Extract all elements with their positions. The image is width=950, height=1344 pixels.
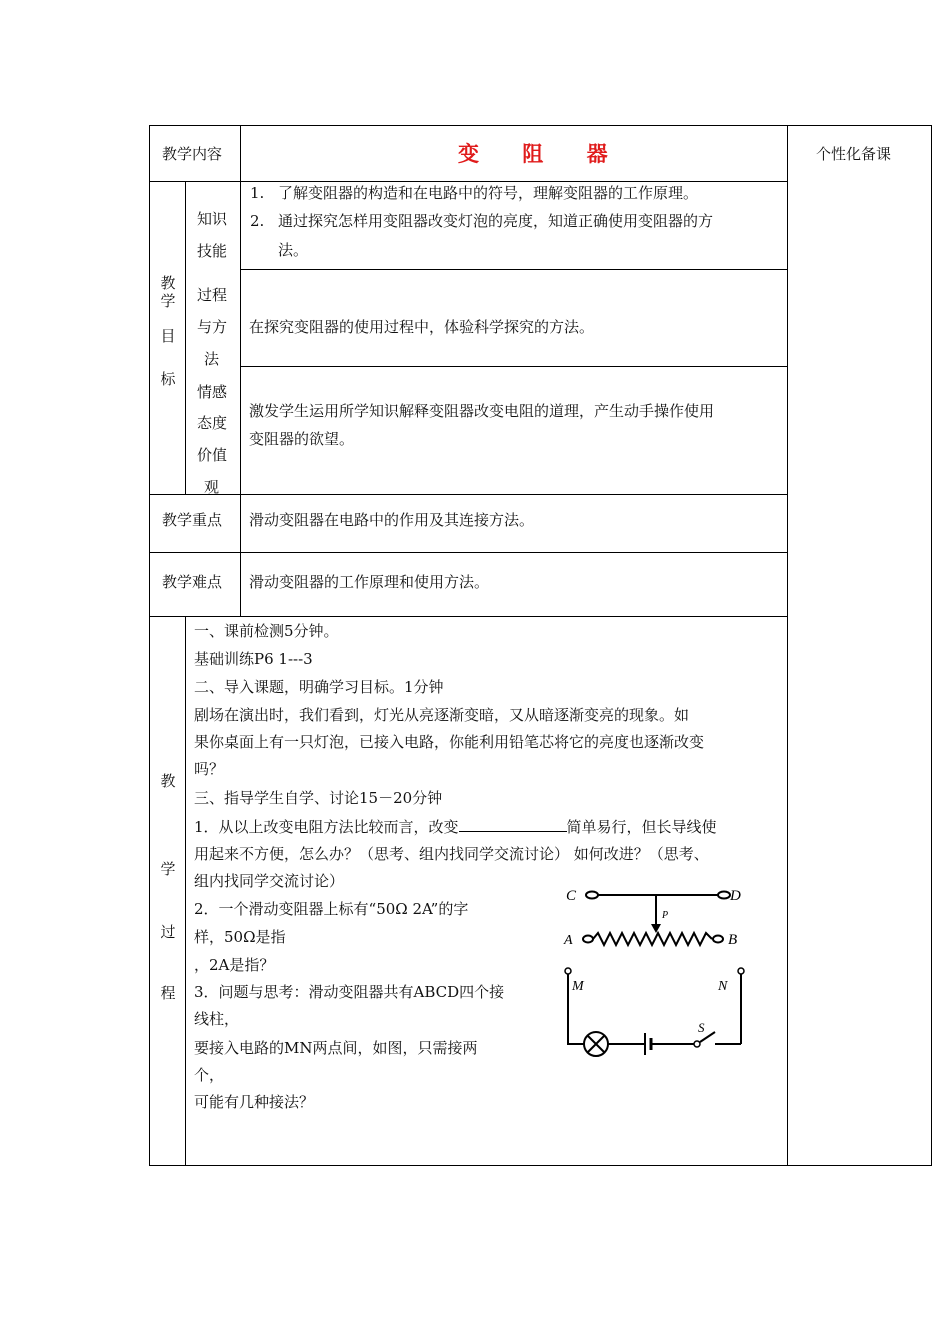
col-divider-objectives-content (240, 181, 241, 616)
process-line: 3．问题与思考：滑动变阻器共有ABCD四个接 (194, 983, 505, 1001)
row-divider-keypoint (149, 552, 787, 553)
header-content-label: 教学内容 (162, 145, 223, 163)
key-point-label: 教学重点 (162, 511, 223, 529)
difficulty-text: 滑动变阻器的工作原理和使用方法。 (249, 573, 490, 591)
knowledge-item-text: 了解变阻器的构造和在电路中的符号，理解变阻器的工作原理。 (278, 184, 699, 202)
fill-in-prefix: 1．从以上改变电阻方法比较而言，改变 (194, 818, 459, 836)
page-title: 变 阻 器 (458, 141, 626, 166)
table-border-bottom (149, 1165, 787, 1166)
switch-label-s: S (698, 1020, 705, 1035)
point-label-m: M (572, 979, 584, 994)
emotion-objective-text: 激发学生运用所学知识解释变阻器改变电阻的道理，产生动手操作使用 (249, 402, 715, 420)
process-line: 果你桌面上有一只灯泡，已接入电路，你能利用铅笔芯将它的亮度也逐渐改变 (194, 733, 705, 751)
knowledge-item-number: 2. (250, 212, 265, 230)
col-divider-header (240, 125, 241, 182)
process-line: 剧场在演出时，我们看到，灯光从亮逐渐变暗，又从暗逐渐变亮的现象。如 (194, 706, 690, 724)
process-section-label-char: 学 (160, 860, 176, 878)
terminal-label-d: D (730, 888, 741, 904)
process-label-line: 法 (204, 350, 220, 368)
process-label-line: 过程 (197, 286, 228, 304)
point-label-n: N (718, 979, 728, 994)
key-point-text: 滑动变阻器在电路中的作用及其连接方法。 (249, 511, 535, 529)
row-divider-process (240, 366, 787, 367)
process-line: 要接入电路的MN两点间，如图，只需接两 (194, 1039, 478, 1057)
process-line: 组内找同学交流讨论） (194, 872, 345, 890)
fill-in-suffix: 简单易行，但长导线使 (566, 818, 717, 836)
process-line: 用起来不方便，怎么办？（思考、组内找同学交流讨论） 如何改进？（思考、 (194, 845, 709, 863)
knowledge-item-number: 1. (250, 184, 265, 202)
table-border-top (149, 125, 787, 126)
process-line: 二、导入课题，明确学习目标。1分钟 (194, 678, 444, 696)
process-line: 线柱， (194, 1010, 240, 1028)
process-line: 基础训练P6 1---3 (194, 650, 313, 668)
table-border-top-right (787, 125, 932, 126)
objectives-label-char: 教 (160, 274, 176, 292)
process-section-label-char: 过 (160, 923, 176, 941)
table-border-right (931, 125, 932, 1166)
process-line: 三、指导学生自学、讨论15－20分钟 (194, 789, 443, 807)
process-label-line: 与方 (197, 318, 228, 336)
process-section-label-char: 程 (160, 984, 176, 1002)
objectives-label-char: 学 (160, 292, 176, 310)
process-line: 一、课前检测5分钟。 (194, 622, 339, 640)
knowledge-label-line: 技能 (197, 242, 228, 260)
process-line: ，2A是指？ (194, 956, 275, 974)
terminal-label-c: C (566, 888, 577, 904)
process-line: 2．一个滑动变阻器上标有“50Ω 2A”的字 (194, 900, 469, 918)
col-divider-process-label (185, 616, 186, 1166)
col-divider-objectives-label (185, 181, 186, 495)
process-objective-text: 在探究变阻器的使用过程中，体验科学探究的方法。 (249, 318, 595, 336)
col-divider-notes (787, 125, 788, 1166)
rheostat-slider (651, 895, 661, 933)
emotion-label-line: 态度 (197, 414, 228, 432)
row-divider-difficulty (149, 616, 787, 617)
knowledge-item-text: 法。 (278, 241, 309, 259)
emotion-label-line: 观 (204, 478, 220, 496)
objectives-label-char: 标 (160, 370, 176, 388)
process-line: 样，50Ω是指 (194, 928, 286, 946)
rheostat-coil (583, 933, 723, 945)
table-border-left (149, 125, 150, 1166)
row-divider-header (149, 181, 787, 182)
emotion-label-line: 价值 (197, 446, 228, 464)
slider-label-p: P (662, 910, 669, 921)
process-section-label-char: 教 (160, 772, 176, 790)
process-line: 吗？ (194, 760, 225, 778)
process-line: 个， (194, 1066, 225, 1084)
difficulty-label: 教学难点 (162, 573, 223, 591)
knowledge-item-text: 通过探究怎样用变阻器改变灯泡的亮度，知道正确使用变阻器的方 (278, 212, 714, 230)
terminal-label-a: A (564, 933, 573, 948)
objectives-label-char: 目 (160, 327, 176, 345)
table-border-bottom-right (787, 1165, 932, 1166)
emotion-label-line: 情感 (197, 383, 228, 401)
fill-in-blank (459, 817, 567, 832)
process-line (194, 817, 717, 836)
emotion-objective-text: 变阻器的欲望。 (249, 430, 355, 448)
row-divider-objectives (149, 494, 787, 495)
knowledge-label-line: 知识 (197, 210, 228, 228)
process-line: 可能有几种接法？ (194, 1093, 315, 1111)
header-notes-label: 个性化备课 (816, 145, 892, 163)
row-divider-knowledge (240, 269, 787, 270)
terminal-label-b: B (728, 932, 738, 948)
rheostat-top-rod (586, 892, 730, 899)
switch-symbol (694, 1041, 700, 1047)
rheostat-circuit-diagram (558, 880, 758, 1062)
